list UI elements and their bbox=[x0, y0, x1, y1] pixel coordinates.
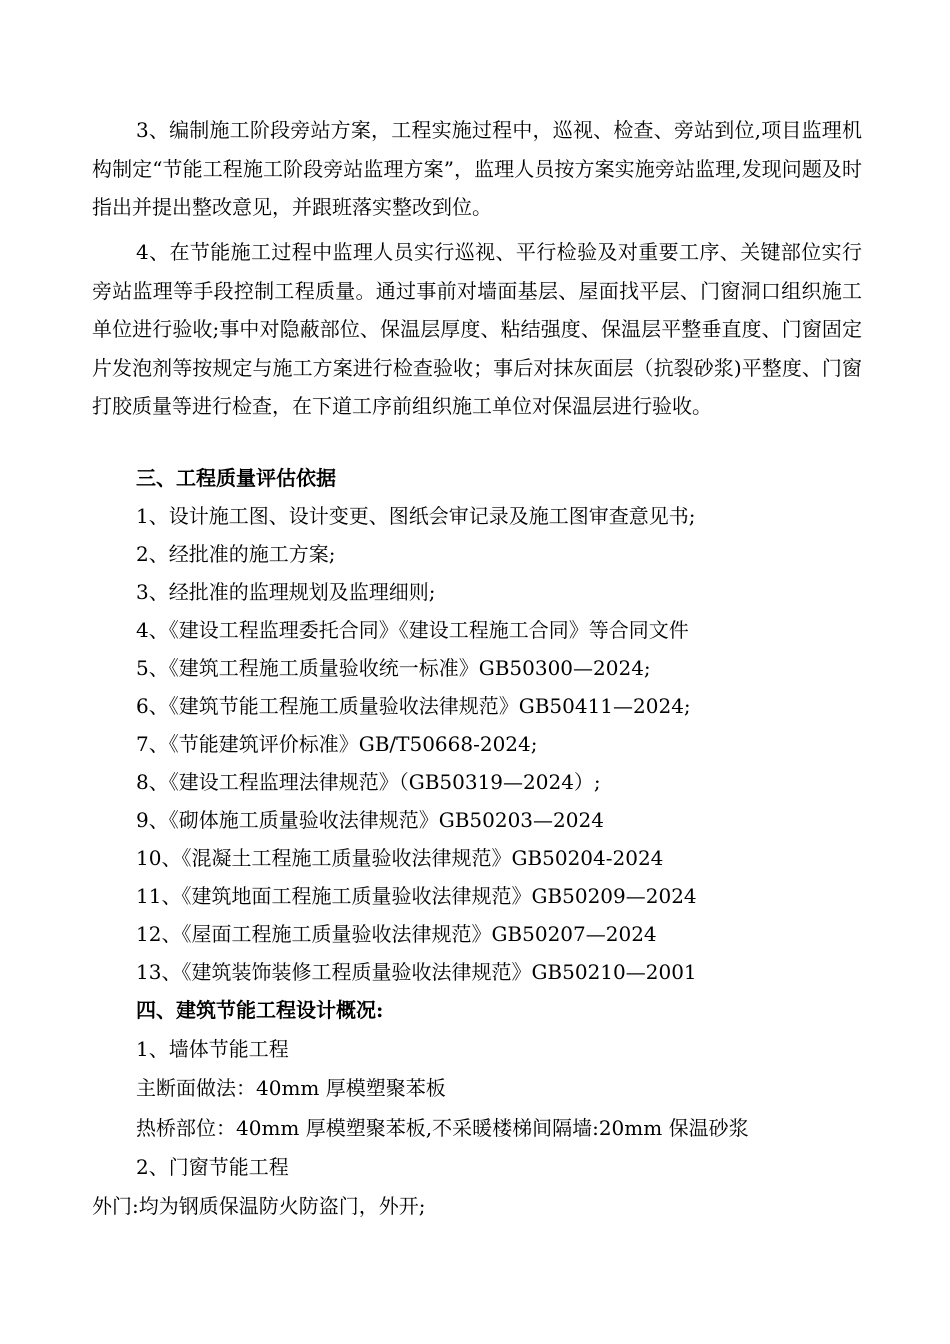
list-item: 5、《建筑工程施工质量验收统一标准》GB50300—2024; bbox=[136, 656, 651, 680]
list-item: 11、《建筑地面工程施工质量验收法律规范》GB50209—2024 bbox=[136, 884, 697, 908]
paragraph-side-station-plan: 3、编制施工阶段旁站方案，工程实施过程中，巡视、检查、旁站到位,项目监理机构制定“节能工程施工阶段旁站监理方案”，监理人员按方案实施旁站监理,发现问题及时指出并提出整改意见，并跟班落实整改到位。 bbox=[92, 118, 862, 219]
list-item: 13、《建筑装饰装修工程质量验收法律规范》GB50210—2001 bbox=[136, 960, 697, 984]
list-item: 1、设计施工图、设计变更、图纸会审记录及施工图审查意见书; bbox=[136, 504, 696, 528]
list-item: 3、经批准的监理规划及监理细则; bbox=[136, 580, 436, 604]
section-heading-quality-basis: 三、工程质量评估依据 bbox=[136, 466, 336, 490]
list-item: 8、《建设工程监理法律规范》（GB50319—2024）; bbox=[136, 770, 601, 794]
list-item: 10、《混凝土工程施工质量验收法律规范》GB50204-2024 bbox=[136, 846, 664, 870]
section-heading-energy-design: 四、建筑节能工程设计概况: bbox=[136, 998, 384, 1022]
paragraph-quality-control: 4、在节能施工过程中监理人员实行巡视、平行检验及对重要工序、关键部位实行旁站监理等手段控制工程质量。通过事前对墙面基层、屋面找平层、门窗洞口组织施工单位进行验收;事中对隐蔽部位、保温层厚度、粘结强度、保温层平整垂直度、门窗固定片发泡剂等按规定与施工方案进行检查验收；事后对抹灰面层（抗裂砂浆)平整度、门窗打胶质量等进行检查，在下道工序前组织施工单位对保温层进行验收。 bbox=[92, 240, 862, 418]
window-energy-title: 2、门窗节能工程 bbox=[136, 1155, 289, 1179]
list-item: 7、《节能建筑评价标准》GB/T50668-2024; bbox=[136, 732, 538, 756]
list-item: 6、《建筑节能工程施工质量验收法律规范》GB50411—2024; bbox=[136, 694, 691, 718]
list-item: 2、经批准的施工方案; bbox=[136, 542, 336, 566]
wall-thermal-bridge: 热桥部位：40mm 厚模塑聚苯板,不采暖楼梯间隔墙:20mm 保温砂浆 bbox=[136, 1116, 749, 1140]
wall-main-section: 主断面做法：40mm 厚模塑聚苯板 bbox=[136, 1076, 446, 1100]
list-item: 4、《建设工程监理委托合同》《建设工程施工合同》等合同文件 bbox=[136, 618, 689, 642]
wall-energy-title: 1、墙体节能工程 bbox=[136, 1037, 289, 1061]
list-item: 12、《屋面工程施工质量验收法律规范》GB50207—2024 bbox=[136, 922, 657, 946]
outer-door-spec: 外门:均为钢质保温防火防盗门，外开; bbox=[92, 1194, 426, 1218]
list-item: 9、《砌体施工质量验收法律规范》GB50203—2024 bbox=[136, 808, 604, 832]
